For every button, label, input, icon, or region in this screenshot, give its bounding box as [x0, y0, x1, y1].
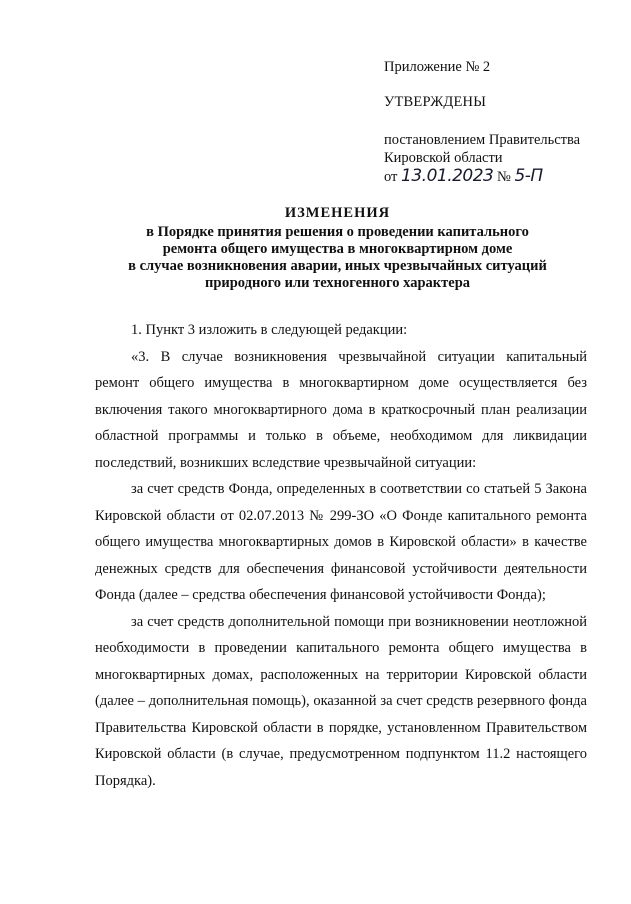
number-prefix: №: [497, 169, 511, 185]
paragraph-3: «3. В случае возникновения чрезвычайной ситуации капитальный ремонт общего имущества в многоквартирном доме осуществляется без включения такого многоквартирного дома в краткосрочный план реализации областной программы и только в объеме, необходимом для ликвидации последствий, возникших вследствие чрезвычайной ситуации:: [95, 348, 587, 471]
decree-line-1: постановлением Правительства: [384, 132, 581, 148]
title-line-1: в Порядке принятия решения о проведении капитального: [146, 224, 529, 240]
document-title: [60, 205, 615, 292]
handwritten-number: 5-П: [514, 166, 543, 186]
item-1: 1. Пункт 3 изложить в следующей редакции:: [131, 322, 408, 338]
decree-line-2: Кировской области: [384, 150, 503, 166]
decree-date-line: [384, 167, 624, 186]
handwritten-date: 13.01.2023: [401, 166, 494, 186]
approved-label: УТВЕРЖДЕНЫ: [384, 94, 487, 110]
date-prefix: от: [384, 169, 398, 185]
title-line-3: в случае возникновения аварии, иных чрезвычайных ситуаций: [128, 258, 547, 274]
appendix-label: Приложение № 2: [384, 59, 491, 75]
paragraph-additional-aid: за счет средств дополнительной помощи при возникновении неотложной необходимости в проведении капитального ремонта общего имущества в многоквартирных домах, расположенных на территории Кировской области (далее – дополнительная помощь), оказанной за счет средств резервного фонда Правительства Кировской области в порядке, установленном Правительством Кировской области (в случае, предусмотренном подпунктом 11.2 настоящего Порядка).: [95, 613, 587, 789]
title-main: ИЗМЕНЕНИЯ: [284, 205, 391, 221]
title-line-2: ремонта общего имущества в многоквартирном доме: [162, 241, 513, 257]
title-line-4: природного или техногенного характера: [204, 275, 471, 291]
paragraph-fund-means: за счет средств Фонда, определенных в соответствии со статьей 5 Закона Кировской области от 02.07.2013 № 299-ЗО «О Фонде капитального ремонта общего имущества многоквартирных домов в Кировской области» в качестве денежных средств для обеспечения финансовой устойчивости деятельности Фонда (далее – средства обеспечения финансовой устойчивости Фонда);: [95, 481, 587, 603]
document-body: [95, 317, 587, 794]
approval-header: [384, 58, 624, 186]
